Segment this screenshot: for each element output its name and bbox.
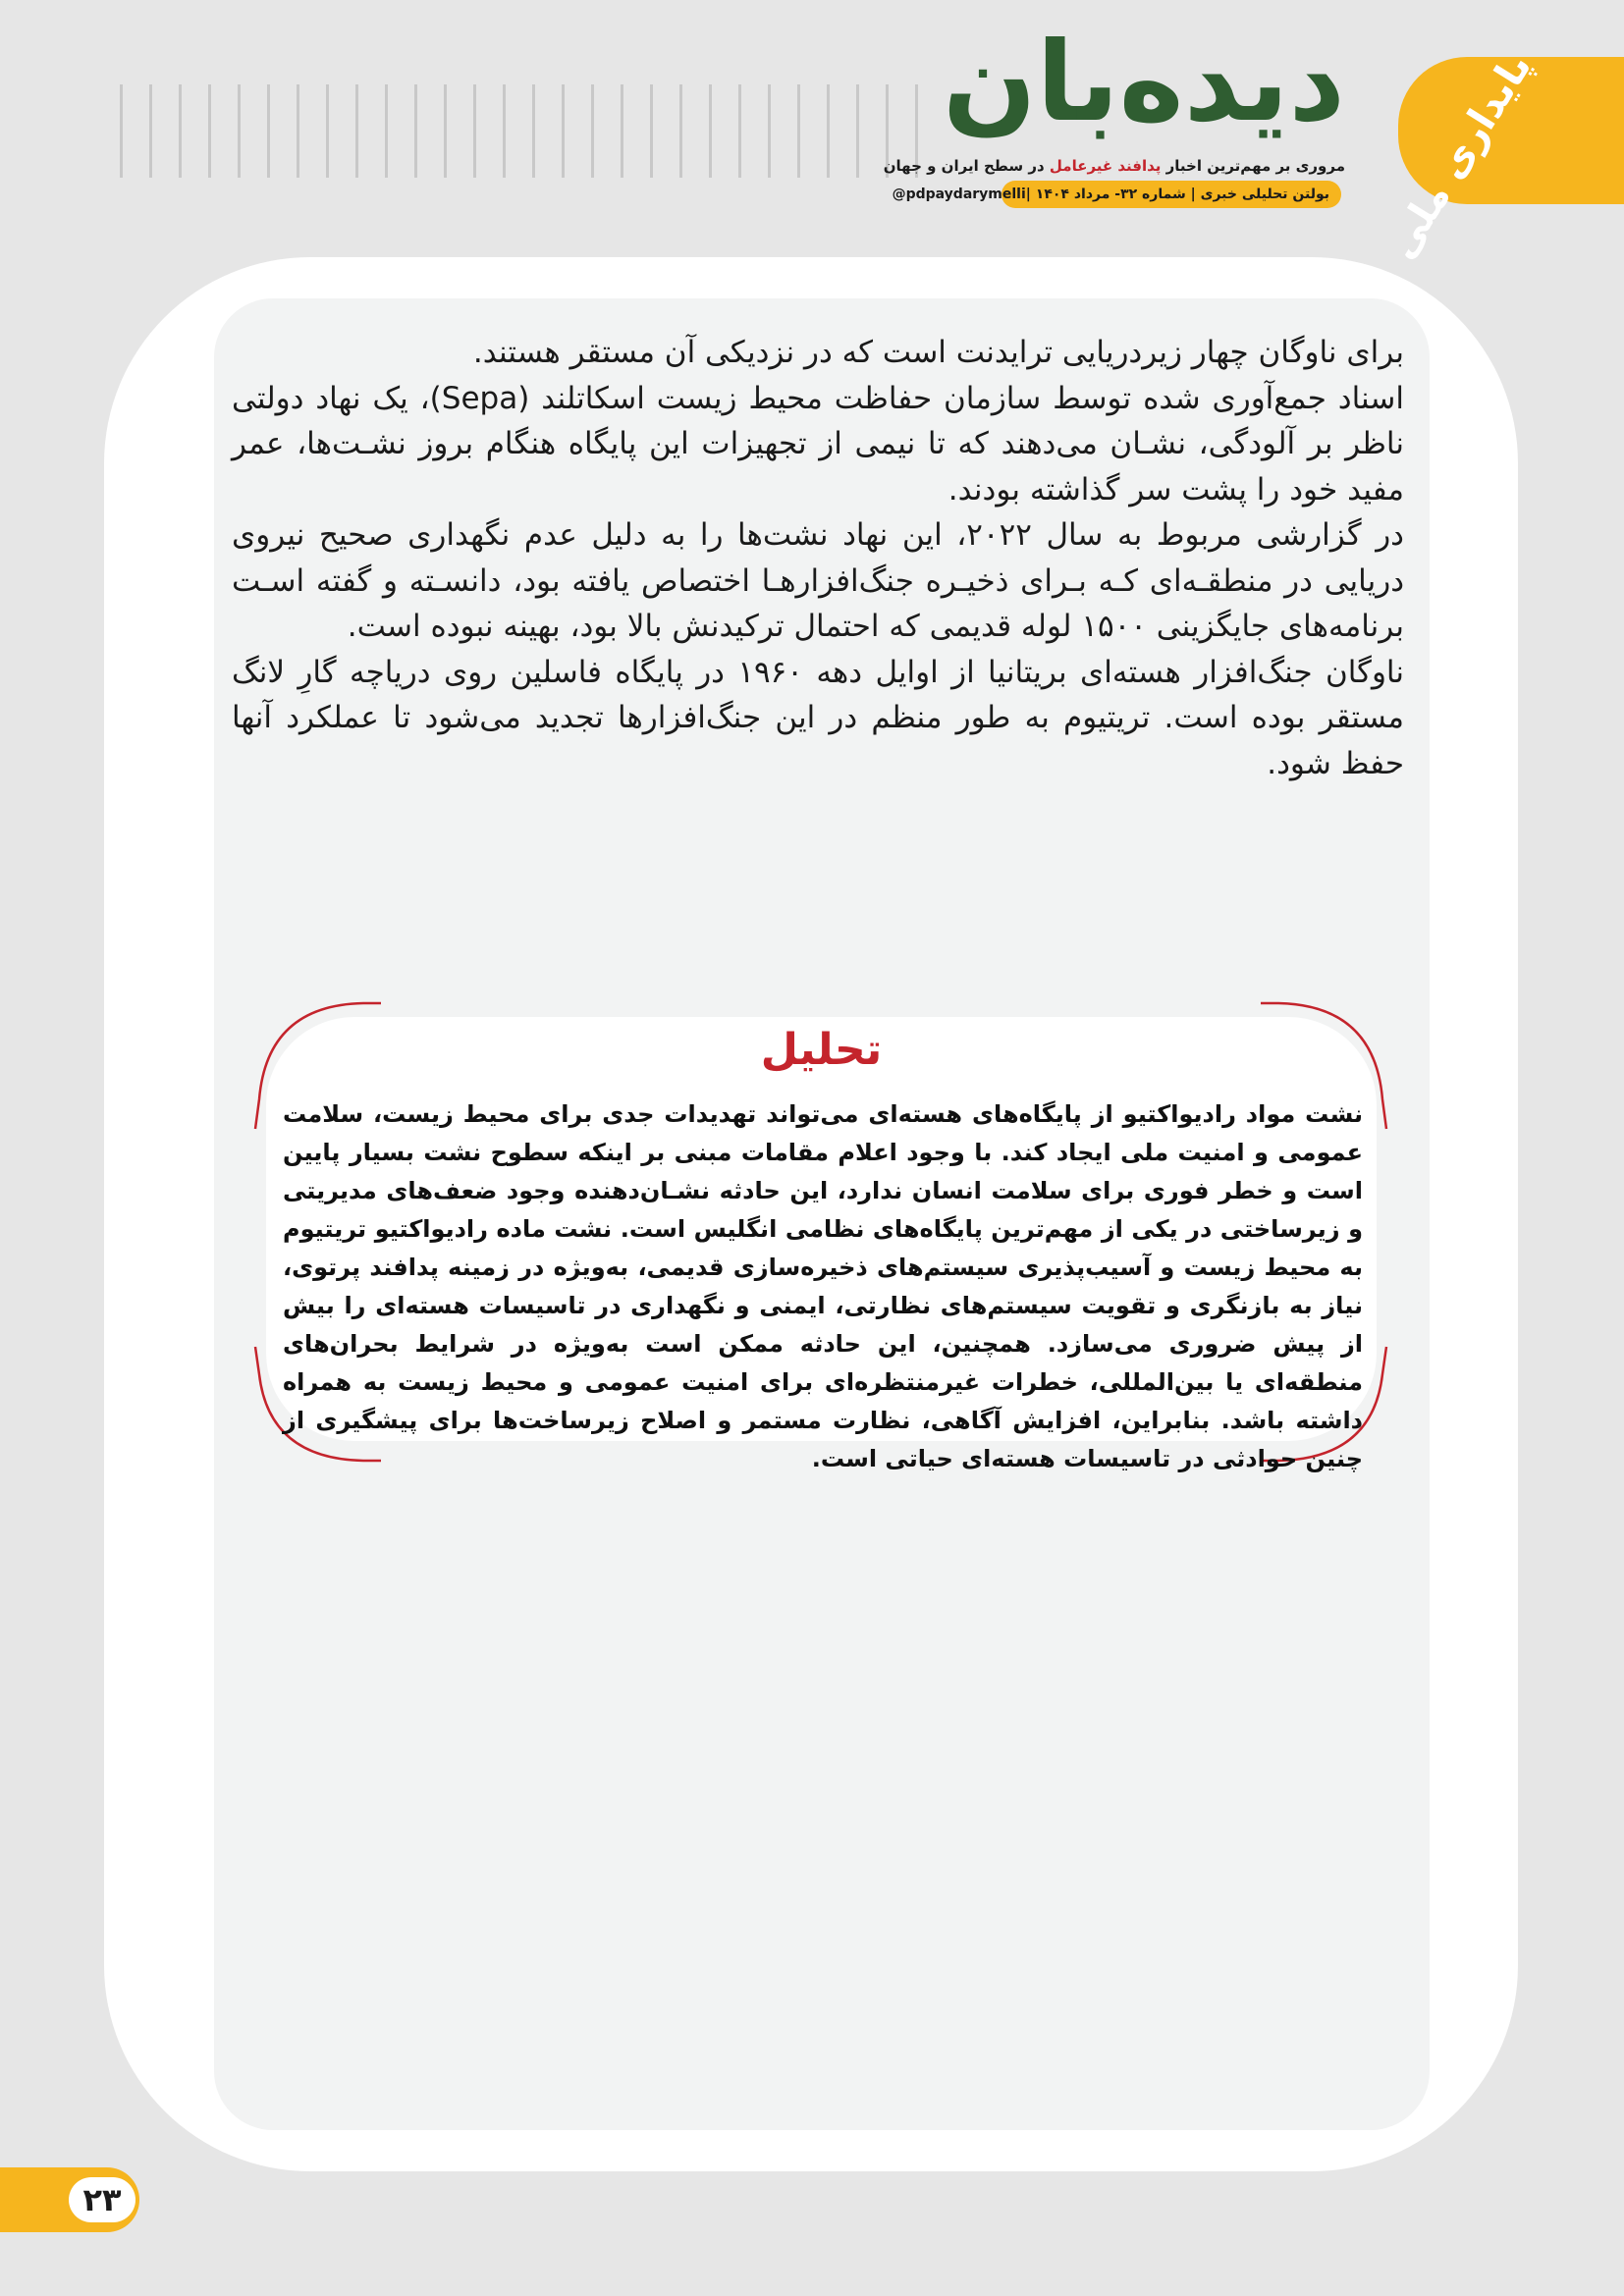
publisher-logo <box>1379 45 1624 267</box>
social-handle: @pdpaydarymelli <box>892 187 1026 202</box>
subtitle-part-1: مروری بر مهم‌ترین اخبار <box>1161 157 1345 175</box>
article-paragraph: ناوگان جنگ‌افزار هسته‌ای بریتانیا از اوایل دهه ۱۹۶۰ در پایگاه فاسلین روی دریاچه گارِ لانگ مستقر بوده است. تریتیوم به طور منظم در این جنگ‌افزارها تجدید می‌شود تا عملکرد آنها حفظ شود. <box>232 654 1404 781</box>
header-stripes <box>120 84 933 178</box>
article-paragraph: برای ناوگان چهار زیردریایی ترایدنت است که در نزدیکی آن مستقر هستند. <box>472 335 1404 370</box>
analysis-title: تحلیل <box>760 1025 883 1075</box>
analysis-body: نشت مواد رادیواکتیو از پایگاه‌های هسته‌ای می‌تواند تهدیدات جدی برای محیط زیست، سلامت عمومی و امنیت ملی ایجاد کند. با وجود اعلام مقامات مبنی بر اینکه سطوح نشت بسیار پایین است و خطر فوری برای سلامت انسان ندارد، این حادثه نشـان‌دهنده وجود ضعف‌های مدیریتی و زیرساختی در یکی از مهم‌ترین پایگاه‌های نظامی انگلیس است. نشت ماده رادیواکتیو تریتیوم به محیط زیست و آسیب‌پذیری سیستم‌های ذخیره‌سازی قدیمی، به‌ویژه در زمینه پدافند پرتوی، نیاز به بازنگری و تقویت سیستم‌های نظارتی، ایمنی و نگهداری در تاسیسات هسته‌ای را بیش از پیش ضروری می‌سازد. همچنین، این حادثه ممکن است به‌ویژه در شرایط بحران‌های منطقه‌ای یا بین‌المللی، خطرات غیرمنتظره‌ای برای امنیت عمومی و محیط زیست به همراه داشته باشد. بنابراین، افزایش آگاهی، نظارت مستمر و اصلاح زیرساخت‌ها برای پیشگیری از چنین حوادثی در تاسیسات هسته‌ای حیاتی است. <box>283 1100 1363 1472</box>
subtitle-highlight: پدافند غیرعامل <box>1049 157 1162 175</box>
masthead-subtitle <box>883 157 1345 175</box>
subtitle-part-2: در سطح ایران و جهان <box>883 157 1050 175</box>
bulletin-info-bar <box>892 181 1341 208</box>
masthead <box>883 19 1345 210</box>
masthead-title: دیده‌بان <box>942 19 1345 146</box>
logo-text: پایداری ملی <box>1379 45 1541 267</box>
article-body <box>232 330 1404 786</box>
bulletin-info: بولتن تحلیلی خبری | شماره ۳۲- مرداد ۱۴۰۴ | <box>1025 187 1329 202</box>
page-number: ۲۳ <box>69 2177 135 2222</box>
article-paragraph: در گزارشی مربوط به سال ۲۰۲۲، این نهاد نشت‌ها را به دلیل عدم نگهداری صحیح نیروی دریایی در منطقـه‌ای کـه بـرای ذخیـره جنگ‌افزارهـا اختصاص یافته بود، دانسـته و گفته اسـت برنامه‌های جایگزینی ۱۵۰۰ لوله قدیمی که احتمال ترکیدنش بالا بود، بهینه نبوده است. <box>232 517 1404 644</box>
article-paragraph: اسناد جمع‌آوری شده توسط سازمان حفاظت محیط زیست اسکاتلند (Sepa)، یک نهاد دولتی ناظر بر آلودگی، نشـان می‌دهند که تا نیمی از تجهیزات این پایگاه هنگام بروز نشـت‌ها، عمر مفید خود را پشت سر گذاشته بودند. <box>232 380 1404 507</box>
